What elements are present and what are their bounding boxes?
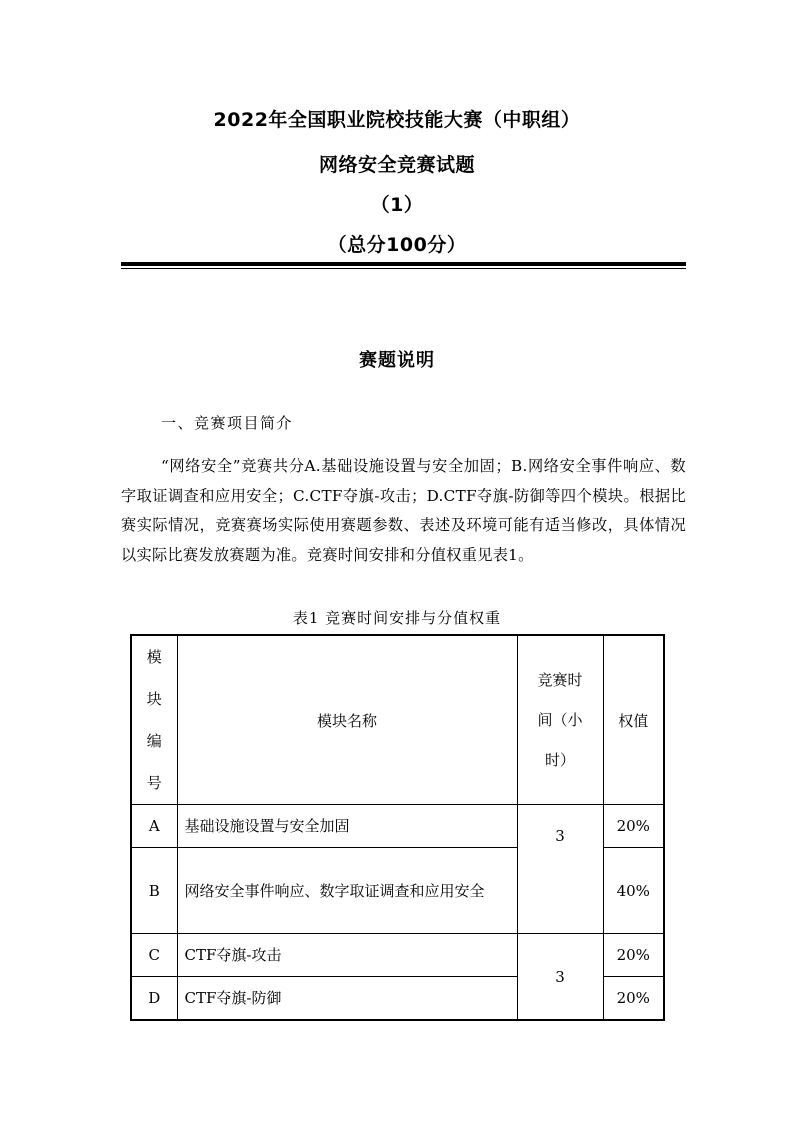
table-caption: 表1 竞赛时间安排与分值权重 [292,609,502,627]
module-duration: 3 [517,805,603,934]
module-name: CTF夺旗-防御 [177,977,517,1021]
module-code: A [131,805,177,848]
module-code: D [131,977,177,1021]
header-module-code-char: 号 [146,774,162,792]
header-duration [517,635,603,805]
module-weight: 20% [603,934,664,977]
title-divider-thick [121,262,686,266]
module-weight: 40% [603,848,664,934]
header-module-code-text [132,636,177,804]
header-duration-line: 间（小 [537,711,583,729]
section-heading: 赛题说明 [359,350,435,371]
intro-paragraph: “网络安全”竞赛共分A.基础设施设置与安全加固；B.网络安全事件响应、数字取证调查和应用安全；C.CTF夺旗-攻击；D.CTF夺旗-防御等四个模块。根据比赛实际情况，竞赛赛场实际使用赛题参数、表述及环境可能有适当修改，具体情况以实际比赛发放赛题为准。竞赛时间安排和分值权重见表1。 [121,457,686,564]
total-score: （总分100分） [327,234,467,256]
document-subtitle: 网络安全竞赛试题 [318,154,475,176]
header-module-code-char: 块 [146,690,162,708]
module-name: CTF夺旗-攻击 [177,934,517,977]
header-duration-text [518,660,603,780]
title-divider-thin [121,268,686,269]
paper-number: （1） [370,194,424,216]
module-code: B [131,848,177,934]
module-name: 网络安全事件响应、数字取证调查和应用安全 [177,848,517,934]
schedule-table [130,634,665,1021]
module-weight: 20% [603,977,664,1021]
header-module-code-char: 模 [146,648,162,666]
header-module-name: 模块名称 [177,635,517,805]
header-duration-line: 竞赛时 [537,671,583,689]
header-weight: 权值 [603,635,664,805]
table-row [131,934,664,977]
module-duration: 3 [517,934,603,1021]
module-name: 基础设施设置与安全加固 [177,805,517,848]
table-header-row [131,635,664,805]
header-duration-line: 时） [544,751,575,769]
header-module-code-char: 编 [146,732,162,750]
sub-heading: 一、竞赛项目简介 [161,414,294,432]
intro-paragraph-block [121,452,686,570]
module-code: C [131,934,177,977]
document-title: 2022年全国职业院校技能大赛（中职组） [213,109,581,131]
module-weight: 20% [603,805,664,848]
table-row [131,805,664,848]
header-module-code [131,635,177,805]
